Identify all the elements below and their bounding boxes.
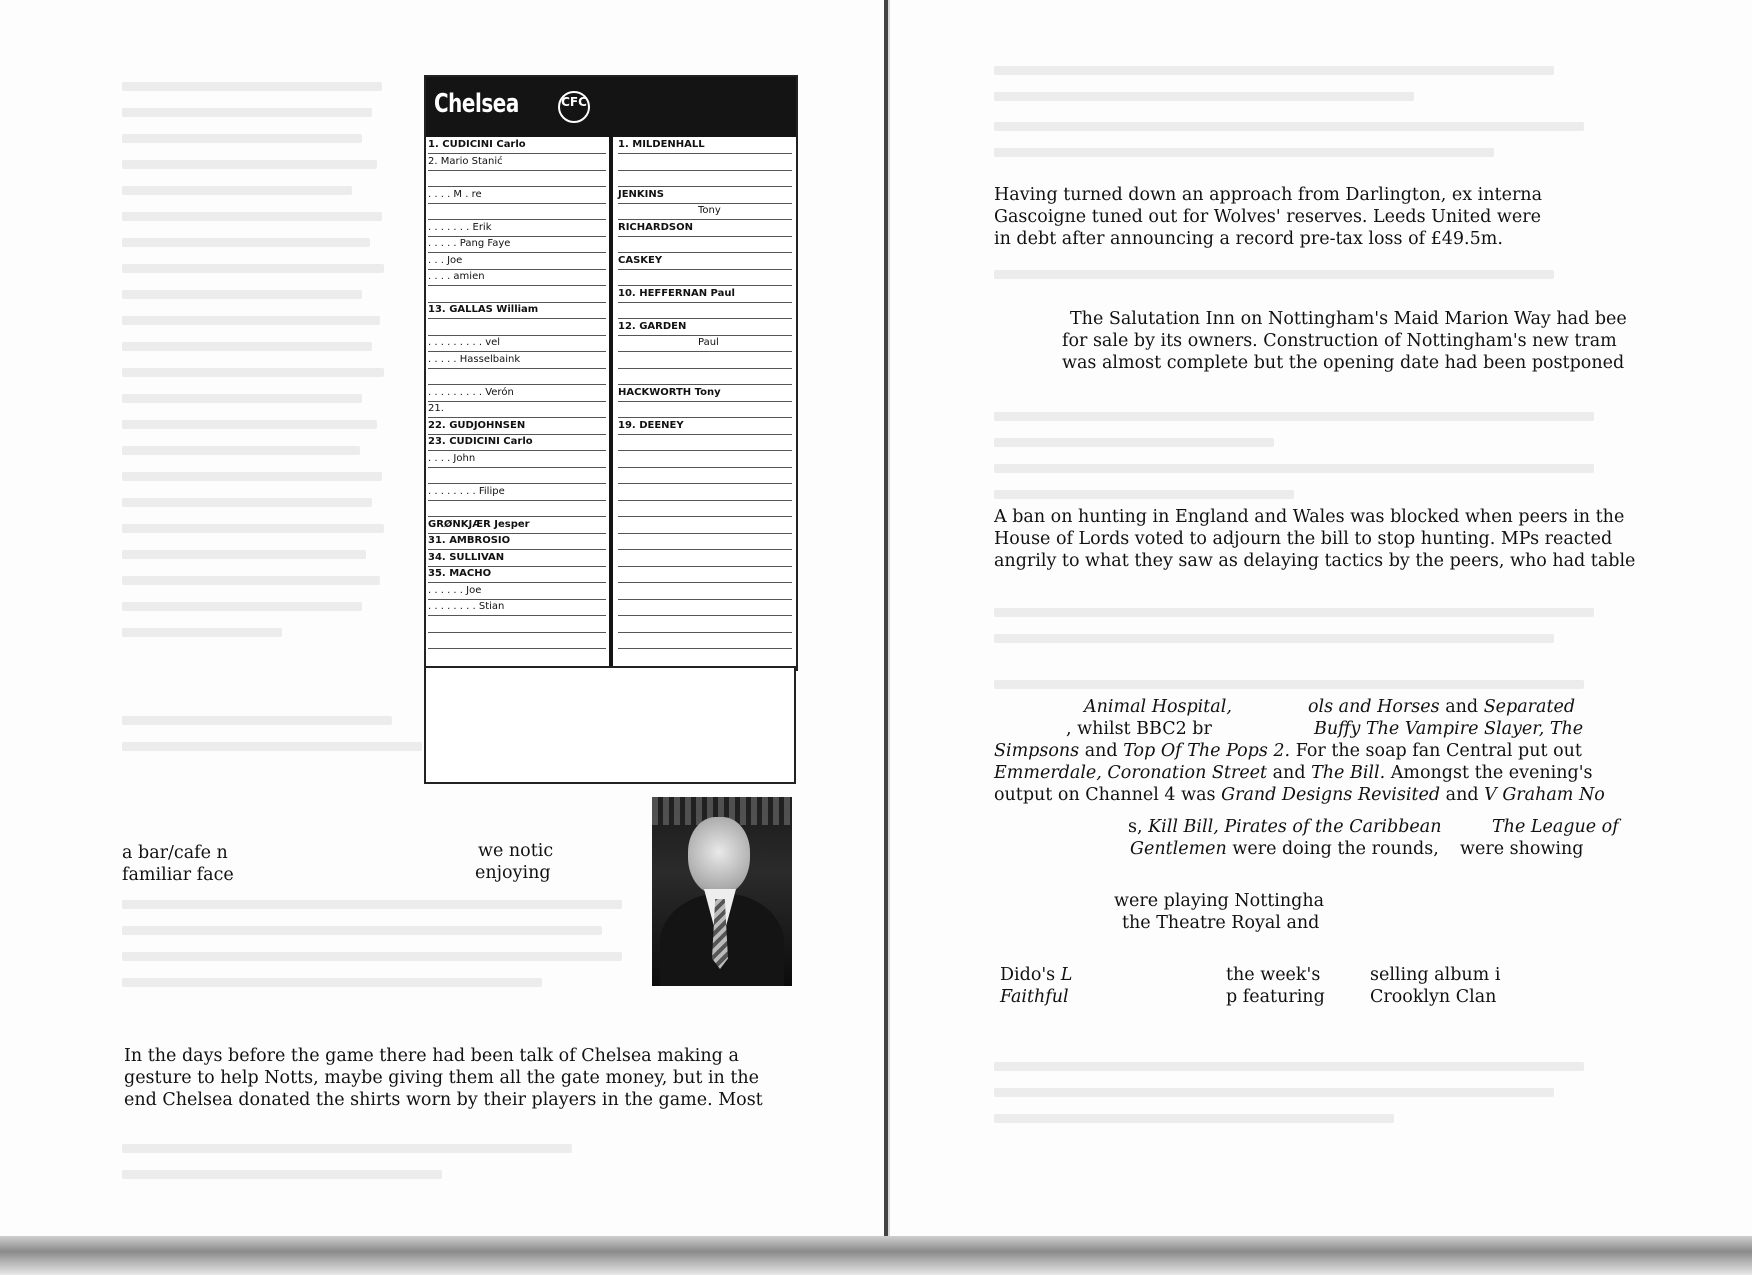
film-title: Kill Bill, Pirates of the Caribbean [1148, 817, 1442, 837]
squad-row [428, 170, 606, 187]
right-page [890, 0, 1752, 1240]
films-text: were doing the rounds, [1226, 839, 1439, 859]
faint-line [994, 438, 1274, 447]
paragraph-line: In the days before the game there had been talk of Chelsea making a [124, 1046, 739, 1066]
faint-line [122, 602, 362, 611]
paragraph-line: angrily to what they saw as delaying tactics by the peers, who had table [994, 551, 1636, 571]
squad-row [618, 484, 792, 501]
squad-row [618, 187, 792, 204]
squad-row-label: . . . . M . re [428, 188, 482, 200]
faint-line [122, 238, 370, 247]
squad-row [618, 451, 792, 468]
tv-text: For the soap fan Central put out [1290, 741, 1582, 761]
photo-face [688, 817, 750, 895]
squad-row-label: GRØNKJÆR Jesper [428, 518, 530, 530]
faint-line [994, 66, 1554, 75]
squad-row [618, 583, 792, 600]
team-sheet-header-away [613, 77, 796, 137]
text-fragment: familiar face [122, 865, 234, 885]
squad-row-label: . . . . . Hasselbaink [428, 353, 521, 365]
squad-row [428, 203, 606, 220]
faint-line [122, 716, 392, 725]
album-title: L [1060, 965, 1073, 985]
squad-row [618, 269, 792, 286]
squad-row [428, 187, 606, 204]
paragraph-line: Gascoigne tuned out for Wolves' reserves. Leeds United were [994, 207, 1541, 227]
squad-row [428, 286, 606, 303]
squad-row-label: 31. AMBROSIO [428, 535, 511, 546]
squad-row [618, 418, 792, 435]
tv-title: Grand Designs Revisited [1221, 785, 1441, 805]
music-line: the week's [1226, 965, 1321, 985]
tv-line: , whilst BBC2 br [1066, 719, 1212, 739]
faint-line [122, 742, 422, 751]
squad-row-label: JENKINS [618, 188, 664, 200]
theatre-line: were playing Nottingha [1114, 891, 1325, 911]
faint-line [122, 472, 382, 481]
squad-row [428, 368, 606, 385]
team-sheet [424, 75, 798, 671]
squad-row [618, 566, 792, 583]
paragraph-line: A ban on hunting in England and Wales was blocked when peers in the [994, 507, 1625, 527]
squad-row [428, 451, 606, 468]
squad-row [618, 154, 792, 171]
team-sheet-divider [609, 77, 613, 669]
tv-line [1084, 696, 1232, 718]
squad-row [428, 632, 606, 649]
squad-row-label: 35. MACHO [428, 568, 492, 579]
squad-row [618, 599, 792, 616]
theatre-line: the Theatre Royal and [1122, 913, 1320, 933]
squad-row [428, 319, 606, 336]
faint-line [122, 160, 377, 169]
squad-row [618, 302, 792, 319]
notes-box [424, 666, 796, 784]
squad-row-label: . . . . . . . Erik [428, 221, 492, 233]
squad-row [618, 253, 792, 270]
film-title: The League of [1492, 817, 1619, 837]
films-text: s, [1128, 817, 1149, 837]
book-spine [884, 0, 888, 1250]
squad-row-label: 23. CUDICINI Carlo [428, 436, 533, 447]
squad-row [618, 220, 792, 237]
tv-line [994, 784, 1605, 806]
tv-title: ols and Horses [1308, 697, 1440, 717]
text-fragment: enjoying [475, 863, 551, 883]
squad-row [428, 533, 606, 550]
squad-row-label: 2. Mario Stanić [428, 155, 503, 167]
tv-title: V Graham No [1484, 785, 1605, 805]
faint-line [122, 952, 622, 961]
squad-row [618, 467, 792, 484]
squad-row [618, 385, 792, 402]
films-line [1128, 816, 1441, 838]
squad-row [618, 632, 792, 649]
squad-row [618, 335, 792, 352]
squad-row-label: . . . . . . . . Filipe [428, 485, 505, 497]
tv-line [994, 740, 1582, 762]
squad-row-label: 1. CUDICINI Carlo [428, 139, 526, 150]
music-line: selling album i [1370, 965, 1501, 985]
squad-row [428, 220, 606, 237]
squad-row [428, 269, 606, 286]
squad-row [618, 368, 792, 385]
faint-line [122, 550, 366, 559]
squad-row [618, 319, 792, 336]
music-line: p featuring [1226, 987, 1325, 1007]
squad-row [428, 517, 606, 534]
squad-row [428, 385, 606, 402]
faint-line [122, 576, 380, 585]
faint-line [994, 680, 1584, 689]
tv-line [994, 762, 1593, 784]
paragraph-line: was almost complete but the opening date had been postponed [1062, 353, 1625, 373]
faint-line [122, 316, 380, 325]
squad-row [618, 286, 792, 303]
music-text: Dido's [1000, 965, 1061, 985]
faint-line [122, 108, 372, 117]
squad-row [428, 418, 606, 435]
squad-row-label: . . . Joe [428, 254, 463, 266]
tv-title: Emmerdale, Coronation Street [994, 763, 1268, 783]
faint-line [994, 1114, 1394, 1123]
faint-line [994, 608, 1594, 617]
music-line [1000, 964, 1072, 986]
tv-title: Animal Hospital, [1084, 697, 1232, 717]
squad-row [428, 616, 606, 633]
faint-line [994, 1062, 1584, 1071]
squad-row [428, 302, 606, 319]
squad-row [618, 500, 792, 517]
squad-row [428, 335, 606, 352]
squad-row [428, 137, 606, 154]
faint-line [122, 628, 282, 637]
squad-row-label: 34. SULLIVAN [428, 551, 505, 563]
team-sheet-header-home [426, 77, 609, 137]
squad-row [428, 550, 606, 567]
paragraph-line: Having turned down an approach from Darlington, ex interna [994, 185, 1543, 205]
album-title: Faithful [1000, 987, 1069, 1007]
tv-title: Buffy The Vampire Slayer, The [1314, 719, 1584, 739]
text-fragment: we notic [478, 841, 554, 861]
tv-title: Separated [1483, 697, 1576, 717]
squad-row [618, 236, 792, 253]
squad-row [618, 203, 792, 220]
tv-connector: and [1440, 785, 1485, 805]
squad-row-label: RICHARDSON [618, 221, 693, 233]
squad-row [428, 500, 606, 517]
faint-line [994, 148, 1494, 157]
tv-connector: and [1079, 741, 1124, 761]
squad-row-label: 1. MILDENHALL [618, 139, 705, 150]
squad-row [618, 137, 792, 154]
squad-row-label: 12. GARDEN [618, 320, 687, 332]
squad-row [618, 434, 792, 451]
squad-row-label: 19. DEENEY [618, 419, 684, 431]
squad-row [428, 236, 606, 253]
paragraph-line: end Chelsea donated the shirts worn by their players in the game. Most [124, 1090, 763, 1110]
faint-line [122, 82, 382, 91]
squad-row-label: CASKEY [618, 254, 663, 266]
faint-line [122, 394, 362, 403]
squad-row-label: 22. GUDJOHNSEN [428, 419, 526, 431]
squad-row-label: . . . . John [428, 452, 476, 464]
squad-row [618, 533, 792, 550]
club-badge-icon: CFC [558, 91, 590, 123]
paragraph-line: for sale by its owners. Construction of Nottingham's new tram [1062, 331, 1617, 351]
film-title: Gentlemen [1130, 839, 1227, 859]
squad-row-label: 10. HEFFERNAN Paul [618, 287, 735, 299]
page-edge-shadow [0, 1236, 1752, 1275]
tv-title: Simpsons [994, 741, 1080, 761]
faint-line [122, 212, 382, 221]
faint-line [122, 264, 384, 273]
squad-row-label: 21. [428, 403, 444, 414]
faint-line [122, 1144, 572, 1153]
faint-line [122, 926, 602, 935]
paragraph-line: House of Lords voted to adjourn the bill to stop hunting. MPs reacted [994, 529, 1613, 549]
films-text: were showing [1460, 839, 1584, 859]
faint-line [122, 900, 622, 909]
squad-row [618, 517, 792, 534]
squad-row [428, 583, 606, 600]
manager-photo [652, 797, 792, 986]
faint-line [994, 634, 1554, 643]
squad-row-label: Paul [698, 337, 719, 348]
faint-line [122, 134, 362, 143]
squad-row [428, 566, 606, 583]
faint-line [122, 498, 372, 507]
faint-line [122, 1170, 442, 1179]
squad-row [428, 467, 606, 484]
music-line: Crooklyn Clan [1370, 987, 1497, 1007]
paragraph-line: in debt after announcing a record pre-tax loss of £49.5m. [994, 229, 1503, 249]
faint-line [994, 1088, 1554, 1097]
faint-line [994, 122, 1584, 131]
squad-row [428, 154, 606, 171]
faint-line [122, 368, 384, 377]
squad-row-label: . . . . . Pang Faye [428, 238, 511, 249]
squad-row [618, 401, 792, 418]
squad-row-label: . . . . . . . . Stian [428, 601, 505, 612]
squad-row [428, 599, 606, 616]
squad-row [618, 616, 792, 633]
squad-row-label: . . . . . . Joe [428, 584, 482, 596]
faint-line [994, 270, 1554, 279]
faint-line [122, 290, 362, 299]
club-name: Chelsea [434, 89, 519, 119]
faint-line [122, 186, 352, 195]
squad-row [428, 352, 606, 369]
tv-connector: and [1439, 697, 1484, 717]
tv-connector: and [1267, 763, 1312, 783]
squad-row [618, 550, 792, 567]
faint-line [994, 92, 1414, 101]
squad-row [618, 170, 792, 187]
tv-text: Amongst the evening's [1385, 763, 1593, 783]
faint-line [994, 464, 1594, 473]
faint-line [122, 446, 360, 455]
films-line [1130, 838, 1439, 860]
squad-row-label: . . . . . . . . . vel [428, 337, 501, 348]
tv-text: output on Channel 4 was [994, 785, 1222, 805]
squad-row-label: . . . . amien [428, 271, 485, 282]
left-page [0, 0, 888, 1240]
squad-row-label: Tony [698, 205, 721, 216]
faint-line [994, 490, 1294, 499]
faint-line [994, 412, 1594, 421]
squad-row-label: 13. GALLAS William [428, 304, 539, 315]
squad-row-label: HACKWORTH Tony [618, 386, 721, 398]
squad-row [428, 253, 606, 270]
paragraph-line: gesture to help Notts, maybe giving them all the gate money, but in the [124, 1068, 760, 1088]
squad-row [428, 434, 606, 451]
squad-row-label: . . . . . . . . . Verón [428, 386, 514, 398]
tv-line [1308, 696, 1575, 718]
tv-title: The Bill. [1311, 763, 1386, 783]
squad-row [428, 401, 606, 418]
faint-line [122, 342, 372, 351]
squad-row [428, 484, 606, 501]
faint-line [122, 978, 542, 987]
paragraph-line: The Salutation Inn on Nottingham's Maid Marion Way had bee [1070, 309, 1627, 329]
squad-row [618, 352, 792, 369]
faint-line [122, 420, 377, 429]
tv-title: Top Of The Pops 2. [1123, 741, 1291, 761]
faint-line [122, 524, 384, 533]
text-fragment: a bar/cafe n [122, 843, 228, 863]
